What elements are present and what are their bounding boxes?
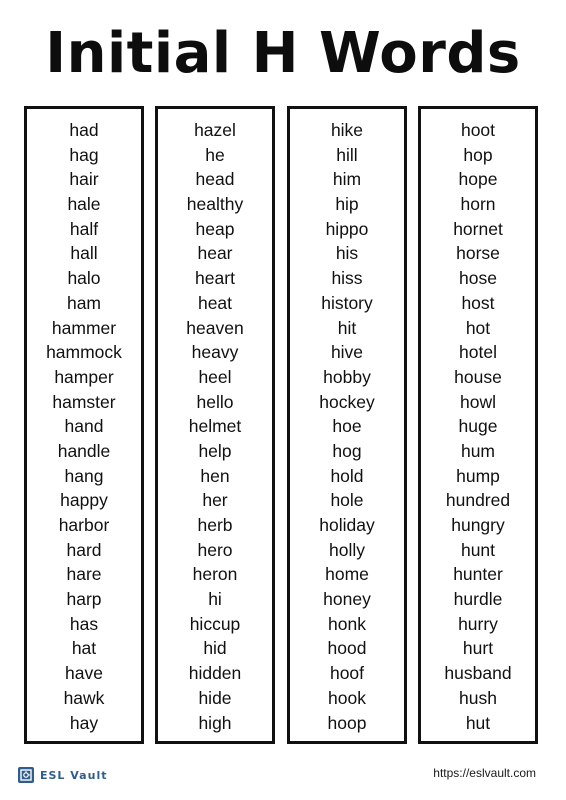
word-item: heaven xyxy=(186,317,244,338)
word-item: hot xyxy=(465,317,491,338)
word-item: hand xyxy=(64,416,104,437)
word-item: hare xyxy=(66,564,102,585)
word-item: host xyxy=(461,292,495,313)
word-item: horse xyxy=(456,243,500,264)
word-item: hook xyxy=(328,687,366,708)
word-item: hello xyxy=(196,391,234,412)
word-item: hope xyxy=(458,169,498,190)
word-item: hip xyxy=(335,194,359,215)
word-item: hawk xyxy=(63,687,105,708)
word-item: harp xyxy=(66,589,102,610)
word-item: hiss xyxy=(331,268,363,289)
word-item: hay xyxy=(69,712,99,733)
word-column-3 xyxy=(287,106,407,744)
word-item: hall xyxy=(70,243,98,264)
word-item: handle xyxy=(57,440,111,461)
word-item: him xyxy=(332,169,362,190)
word-item: herb xyxy=(197,515,233,535)
word-item: hippo xyxy=(325,218,369,239)
word-item: her xyxy=(202,490,228,511)
word-item: hunter xyxy=(453,564,503,585)
word-columns xyxy=(24,106,544,746)
word-item: howl xyxy=(460,391,496,412)
word-item: honk xyxy=(328,613,366,634)
word-item: hag xyxy=(69,144,99,165)
word-item: holly xyxy=(329,539,365,560)
word-item: heart xyxy=(195,268,235,289)
word-item: hard xyxy=(66,539,102,560)
word-item: hurry xyxy=(458,613,498,634)
word-item: hood xyxy=(327,638,367,659)
word-item: he xyxy=(205,144,225,165)
esl-vault-logo-icon xyxy=(18,767,34,783)
word-item: hale xyxy=(67,194,101,215)
word-item: had xyxy=(69,120,99,140)
word-column-4 xyxy=(418,106,538,744)
word-item: history xyxy=(321,292,373,313)
word-item: happy xyxy=(60,490,108,511)
word-item: hose xyxy=(459,268,497,289)
word-item: have xyxy=(65,663,103,684)
brand-logo-text: ESL Vault xyxy=(40,768,108,782)
word-item: huge xyxy=(458,416,498,437)
word-item: heel xyxy=(198,366,232,387)
word-item: hoe xyxy=(332,416,362,437)
word-item: husband xyxy=(444,663,512,684)
word-item: hill xyxy=(336,144,358,165)
word-item: house xyxy=(454,366,502,387)
word-item: hamster xyxy=(52,391,116,412)
word-item: hide xyxy=(198,687,232,708)
word-item: ham xyxy=(66,292,102,313)
word-item: hike xyxy=(330,120,364,140)
word-item: high xyxy=(198,712,232,733)
word-column-2 xyxy=(155,106,275,744)
word-item: hen xyxy=(200,465,230,486)
word-item: hog xyxy=(332,440,362,461)
word-item: hair xyxy=(69,169,99,190)
word-item: help xyxy=(198,440,232,461)
word-item: hid xyxy=(203,638,227,659)
word-item: hamper xyxy=(54,366,114,387)
word-item: heavy xyxy=(191,342,239,363)
word-item: heat xyxy=(197,292,233,313)
word-item: halo xyxy=(67,268,101,289)
site-url-link[interactable]: https://eslvault.com xyxy=(433,766,536,780)
word-item: hole xyxy=(330,490,364,511)
word-item: hold xyxy=(330,465,364,486)
word-column-1 xyxy=(24,106,144,744)
word-item: hop xyxy=(463,144,493,165)
word-item: hush xyxy=(459,687,497,708)
brand-logo[interactable] xyxy=(18,765,107,785)
word-item: home xyxy=(325,564,369,585)
word-item: heron xyxy=(192,564,238,585)
word-item: hump xyxy=(456,465,500,486)
word-item: hum xyxy=(460,440,496,461)
word-item: hear xyxy=(197,243,233,264)
word-item: hurt xyxy=(462,638,494,659)
word-item: head xyxy=(195,169,235,190)
word-item: hoof xyxy=(329,663,365,684)
word-item: harbor xyxy=(58,515,110,535)
footer xyxy=(0,760,566,790)
word-item: hockey xyxy=(319,391,375,412)
word-item: half xyxy=(69,218,99,239)
word-item: hiccup xyxy=(189,613,241,634)
word-item: hut xyxy=(465,712,491,733)
word-item: hoop xyxy=(327,712,367,733)
word-item: honey xyxy=(323,589,371,610)
word-item: hoot xyxy=(460,120,496,140)
word-item: holiday xyxy=(319,515,375,535)
word-item: horn xyxy=(460,194,496,215)
word-item: hi xyxy=(208,589,222,610)
word-item: hammer xyxy=(51,317,117,338)
word-item: hobby xyxy=(323,366,371,387)
word-item: heap xyxy=(195,218,235,239)
word-item: hero xyxy=(197,539,233,560)
word-item: hurdle xyxy=(453,589,503,610)
word-item: hundred xyxy=(445,490,511,511)
word-item: has xyxy=(69,613,99,634)
word-item: hive xyxy=(330,342,364,363)
word-item: his xyxy=(335,243,359,264)
word-item: hit xyxy=(337,317,357,338)
word-item: hammock xyxy=(46,342,122,363)
word-item: healthy xyxy=(186,194,244,215)
word-item: hang xyxy=(64,465,104,486)
word-item: hotel xyxy=(459,342,497,363)
word-item: hornet xyxy=(453,218,503,239)
page-title: Initial H Words xyxy=(45,21,521,86)
word-item: hidden xyxy=(188,663,242,684)
word-item: hazel xyxy=(194,120,236,140)
word-item: hungry xyxy=(451,515,505,535)
word-item: hunt xyxy=(460,539,496,560)
word-item: helmet xyxy=(188,416,242,437)
word-item: hat xyxy=(71,638,97,659)
